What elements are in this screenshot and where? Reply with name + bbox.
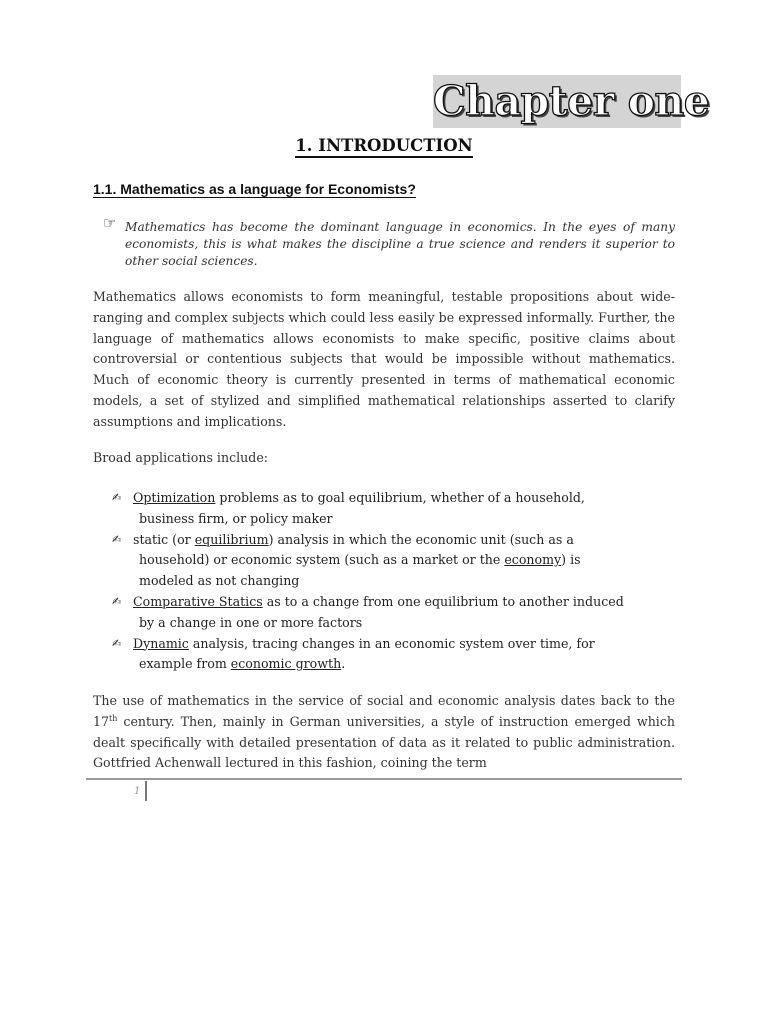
link-equilibrium[interactable]: equilibrium: [194, 531, 269, 547]
pointing-hand-icon: ☞: [103, 214, 117, 232]
writing-hand-icon: ✍: [112, 491, 122, 504]
page-number: 1: [134, 786, 141, 797]
chapter-title: Chapter one: [433, 77, 710, 125]
paragraph-2: The use of mathematics in the service of social and economic analysis dates back to the 17th century. Then, mainly in German universities, a style of instruction emerged which dealt specifically with detailed presentation of data as it related to public administration. Gottfried Achenwall lectured in this fashion, coining the term: [93, 693, 675, 771]
link-dynamic[interactable]: Dynamic: [133, 635, 189, 651]
link-optimization[interactable]: Optimization: [133, 490, 216, 505]
applications-list: [112, 488, 632, 675]
section-heading: 1.1. Mathematics as a language for Economists?: [93, 181, 416, 197]
footer-rule: [86, 778, 682, 780]
link-economy[interactable]: economy: [504, 552, 562, 568]
list-item: ✍ Comparative Statics as to a change from one equilibrium to another induced by a change in one or more factors: [112, 593, 624, 630]
intro-heading: 1. INTRODUCTION: [0, 136, 768, 155]
writing-hand-icon: ✍: [112, 594, 122, 608]
list-item: ✍ static (or equilibrium) analysis in which the economic unit (such as a household) or economic system (such as a market or the economy) is modeled as not changing: [112, 531, 581, 589]
writing-hand-icon: ✍: [112, 636, 122, 650]
paragraph-1: Mathematics allows economists to form meaningful, testable propositions about wide-ranging and complex subjects which could less easily be expressed informally. Further, the language of mathematics allows economists to make specific, positive claims about controversial or contentious subjects that would be impossible without mathematics. Much of economic theory is currently presented in terms of mathematical economic models, a set of stylized and simplified mathematical relationships asserted to clarify assumptions and implications.: [93, 289, 675, 429]
page-number-bar: [145, 781, 147, 801]
list-item: ✍ Optimization problems as to goal equilibrium, whether of a household, business firm, or policy maker: [112, 490, 585, 526]
note-text: Mathematics has become the dominant language in economics. In the eyes of many economists, this is what makes the discipline a true science and renders it superior to other social sciences.: [125, 220, 675, 268]
broad-applications-label: Broad applications include:: [93, 450, 269, 465]
list-item: ✍ Dynamic analysis, tracing changes in an economic system over time, for example from economic growth.: [112, 635, 595, 672]
writing-hand-icon: ✍: [112, 532, 122, 546]
link-economic-growth[interactable]: economic growth: [230, 656, 342, 672]
link-comparative-statics[interactable]: Comparative Statics: [133, 593, 263, 609]
